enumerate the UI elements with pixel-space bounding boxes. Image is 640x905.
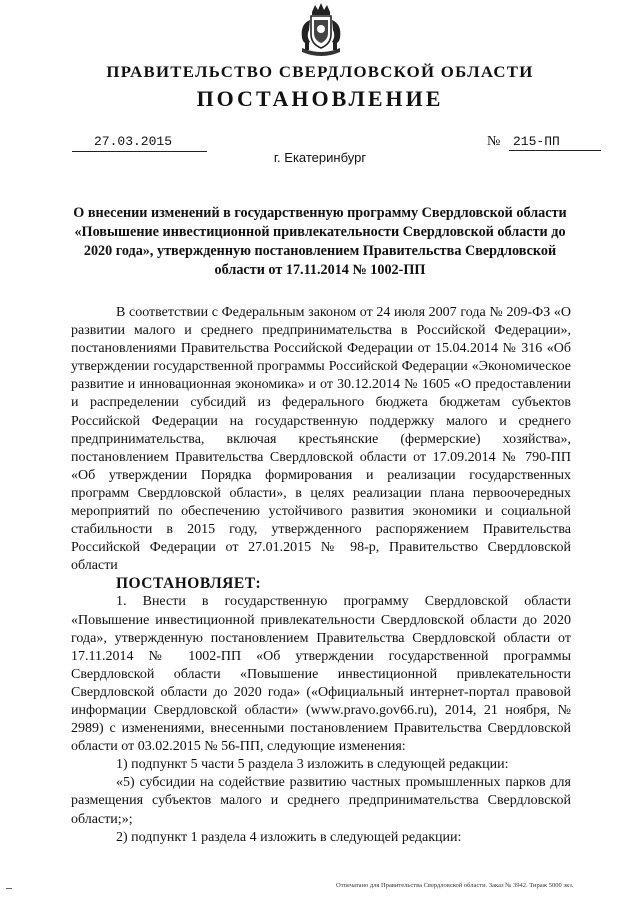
city: г. Екатеринбург — [273, 150, 367, 165]
document-type: ПОСТАНОВЛЕНИЕ — [196, 86, 444, 111]
print-note: Отпечатано для Правительства Свердловской области. Заказ № 3942. Тираж 5000 экз. — [336, 882, 574, 889]
item-1-paragraph: 1. Внести в государственную программу Свердловской области «Повышение инвестиционной привлекательности Свердловской области до 2020 года», утвержденную постановлением Правительства Свердловской области от 17.11.2014 № 1002-ПП «Об утверждении государственной программы Свердловской области «Повышение инвестиционной привлекательности Свердловской области до 2020 года» («Официальный интернет-портал правовой информации Свердловской области» (www.pravo.gov66.ru), 2014, 21 ноября, № 2989) с изменениями, внесенными постановлением Правительства Свердловской области от 03.02.2015 № 56-ПП, следующие изменения: — [71, 594, 571, 755]
corner-mark — [6, 884, 12, 889]
preamble-paragraph: В соответствии с Федеральным законом от 24 июля 2007 года № 209-ФЗ «О развитии малого и среднего предпринимательства в Российской Федерации», постановлениями Правительства Российской Федерации от 15.04.2014 № 316 «Об утверждении государственной программы Российской Федерации «Экономическое развитие и инновационная экономика» и от 30.12.2014 № 1605 «О предоставлении и распределении субсидий из федерального бюджета бюджетам субъектов Российской Федерации на государственную поддержку малого и среднего предпринимательства, включая крестьянские (фермерские) хозяйства», постановлением Правительства Свердловской области от 17.09.2014 № 790-ПП «Об утверждении Порядка формирования и реализации государственных программ Свердловской области», в целях реализации плана первоочередных мероприятий по обеспечению устойчивого развития экономики и социальной стабильности в 2015 году, утвержденного распоряжением Правительства Российской Федерации от 27.01.2015 № 98-р, Правительство Свердловской области — [71, 305, 571, 574]
document-date: 27.03.2015 — [72, 134, 207, 152]
sub-item-1-paragraph: 1) подпункт 5 части 5 раздела 3 изложить в следующей редакции: — [116, 757, 509, 773]
sub-item-1-text-paragraph: «5) субсидии на содействие развитию частных промышленных парков для размещения субъектов малого и среднего предпринимательства Свердловской области;»; — [71, 775, 571, 827]
document-body — [71, 304, 571, 847]
government-title: ПРАВИТЕЛЬСТВО СВЕРДЛОВСКОЙ ОБЛАСТИ — [106, 64, 534, 81]
sub-item-2-paragraph: 2) подпункт 1 раздела 4 изложить в следующей редакции: — [116, 829, 462, 845]
coat-of-arms-icon — [296, 2, 346, 60]
number-sign: № — [487, 134, 501, 149]
document-subject: О внесении изменений в государственную программу Свердловской области «Повышение инвестиционной привлекательности Свердловской области до 2020 года», утвержденную постановлением Правительства Свердловской области от 17.11.2014 № 1002-ПП — [73, 205, 567, 278]
number-value: 215-ПП — [509, 134, 601, 151]
resolves-heading: ПОСТАНОВЛЯЕТ: — [116, 575, 262, 593]
